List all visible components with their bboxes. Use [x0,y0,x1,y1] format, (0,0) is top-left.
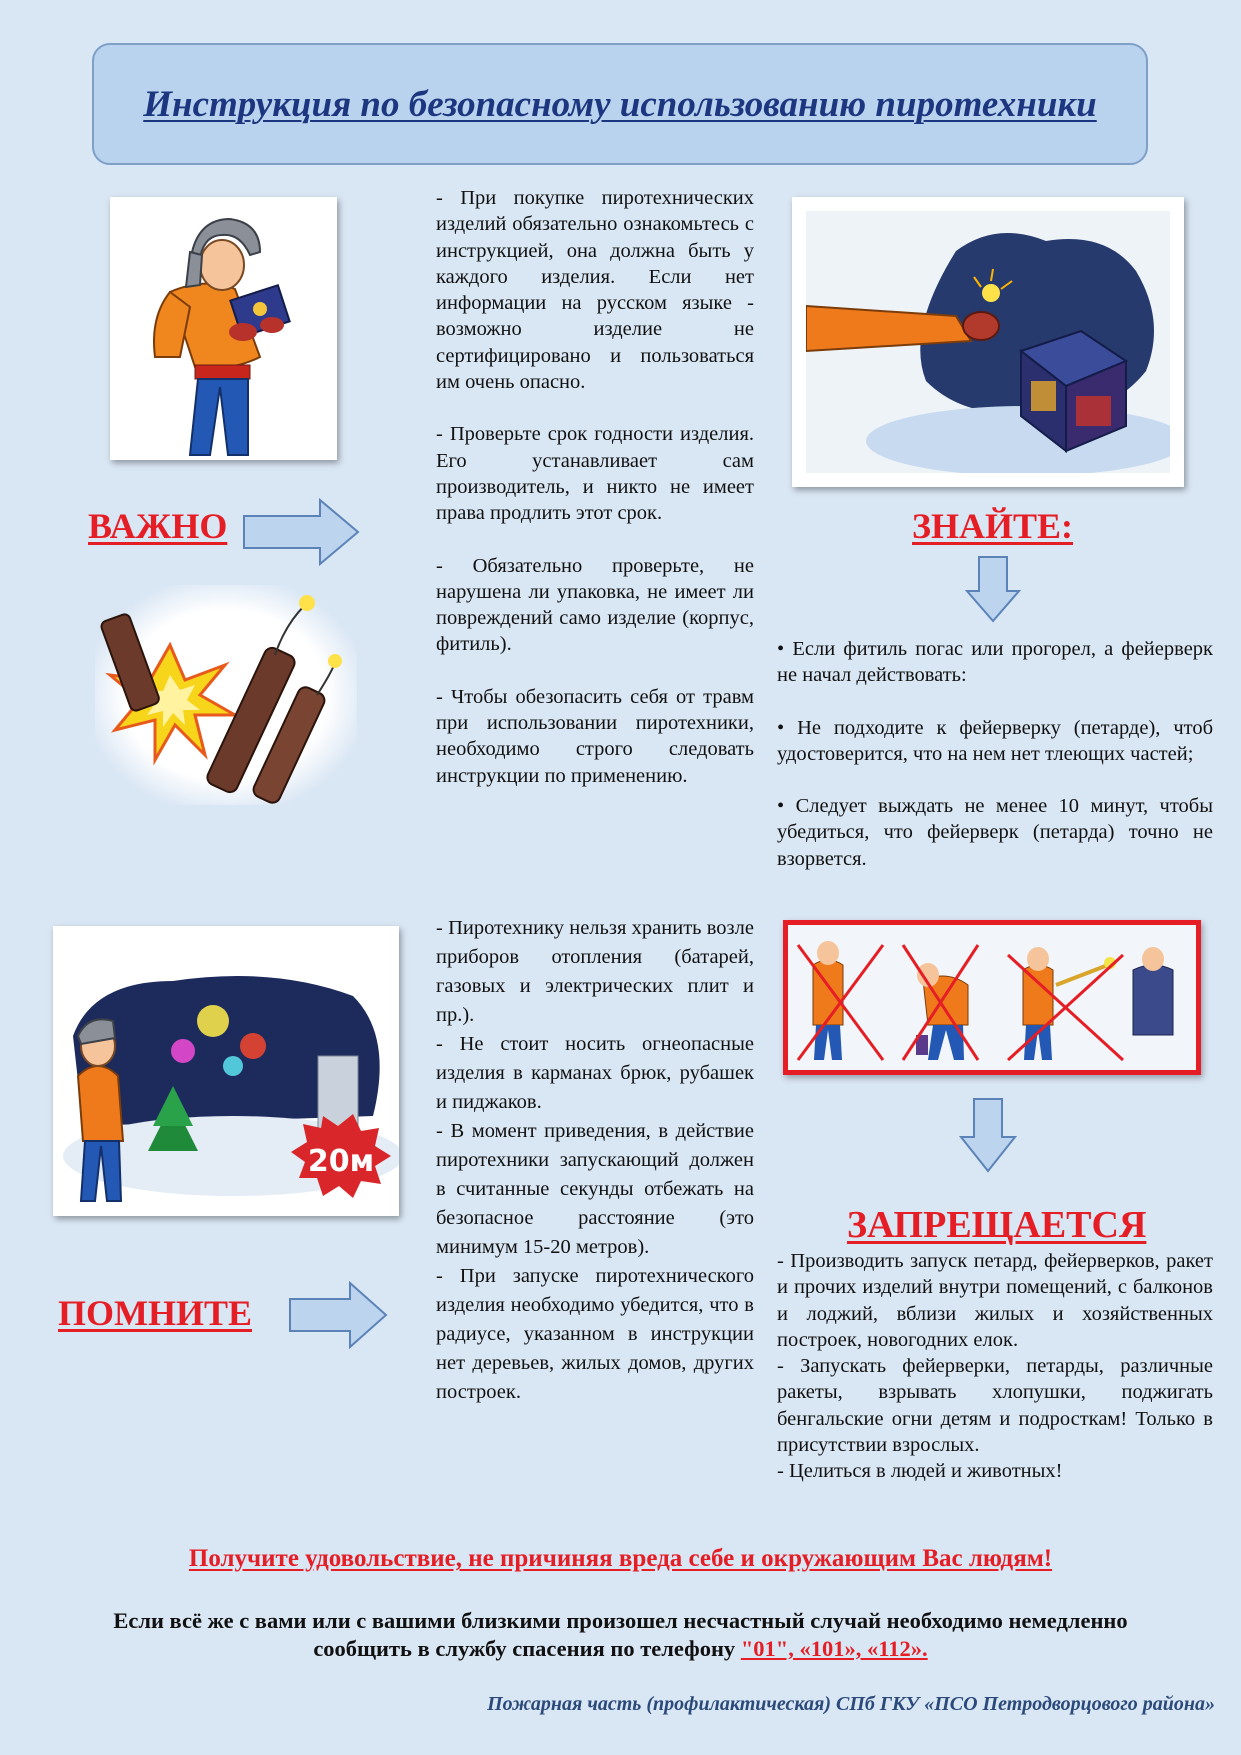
arrow-down-icon [958,1097,1018,1175]
paragraph: - При покупке пиротехнических изделий обязательно ознакомьтесь с инструкцией, она должна быть у каждого изделия. Если нет информации на русском языке - возможно изделие не сертифицировано и пользоваться им очень опасно. [436,187,754,394]
paragraph: - Пиротехнику нельзя хранить возле приборов отопления (батарей, газовых и электрических плит и пр.). [436,917,754,1026]
list-item: • Если фитиль погас или прогорел, а фейерверк не начал действовать: [777,638,1213,687]
paragraph: - В момент приведения, в действие пиротехники запускающий должен в считанные секунды отбежать на безопасное расстояние (это минимум 15-20 метров). [436,1120,754,1258]
list-item: • Не подходите к фейерверку (петарде), чтоб удостоверится, что на нем нет тлеющих частей; [777,716,1213,765]
page-title: Инструкция по безопасному использованию пиротехники [143,83,1097,125]
emergency-notice [40,1607,1201,1663]
emergency-phone-numbers: "01", «101», «112». [740,1636,928,1661]
distance-badge-text: 20м [307,1144,375,1179]
list-item: • Следует выждать не менее 10 минут, чтобы убедиться, что фейерверк (петарда) точно не взорвется. [777,795,1213,870]
paragraph: - При запуске пиротехнического изделия необходимо убедится, что в радиусе, указанном в инструкции нет деревьев, жилых домов, других построек. [436,1265,754,1403]
paragraph: - Чтобы обезопасить себя от травм при использовании пиротехники, необходимо строго следовать инструкции по применению. [436,685,754,787]
emergency-line-2 [40,1635,1201,1663]
list-item: - Целиться в людей и животных! [777,1460,1063,1483]
boy-with-fireworks-image [110,197,337,460]
purchase-instructions-text [436,185,754,789]
firecrackers-explosion-image [95,585,357,805]
arrow-right-icon [288,1281,390,1351]
lighting-firework-image [792,197,1184,487]
paragraph: - Проверьте срок годности изделия. Его устанавливает сам производитель, и никто не имеет права продлить этот срок. [436,423,754,525]
heading-remember: ПОМНИТЕ [58,1293,253,1333]
title-banner [92,43,1148,165]
forbidden-actions-text [777,1248,1213,1485]
paragraph: - Не стоит носить огнеопасные изделия в карманах брюк, рубашек и пиджаков. [436,1033,754,1113]
paragraph: - Обязательно проверьте, не нарушена ли упаковка, не имеет ли повреждений само изделие (корпус, фитиль). [436,554,754,656]
prohibited-actions-image [783,920,1201,1075]
heading-forbidden: ЗАПРЕЩАЕТСЯ [847,1204,1147,1246]
safety-slogan: Получите удовольствие, не причиняя вреда себе и окружающим Вас людям! [188,1545,1053,1572]
arrow-right-icon [242,498,362,568]
storage-and-launch-text [436,914,754,1407]
arrow-down-icon [965,555,1021,625]
emergency-line-1: Если всё же с вами или с вашими близкими произошел несчастный случай необходимо немедленно [113,1608,1128,1633]
list-item: - Запускать фейерверки, петарды, различные ракеты, взрывать хлопушки, поджигать бенгальские огни детям и подросткам! Только в присутствии взрослых. [777,1355,1213,1457]
heading-know: ЗНАЙТЕ: [912,506,1074,546]
emergency-line-2-text: сообщить в службу спасения по телефону [313,1636,741,1661]
organization-footer: Пожарная часть (профилактическая) СПб ГКУ «ПСО Петродворцового района» [487,1693,1215,1715]
safe-distance-image [53,926,399,1216]
heading-important: ВАЖНО [88,506,228,546]
know-instructions-text [777,636,1213,872]
list-item: - Производить запуск петард, фейерверков, ракет и прочих изделий внутри помещений, с балконов и лоджий, вблизи жилых и хозяйственных построек, новогодних елок. [777,1250,1213,1351]
